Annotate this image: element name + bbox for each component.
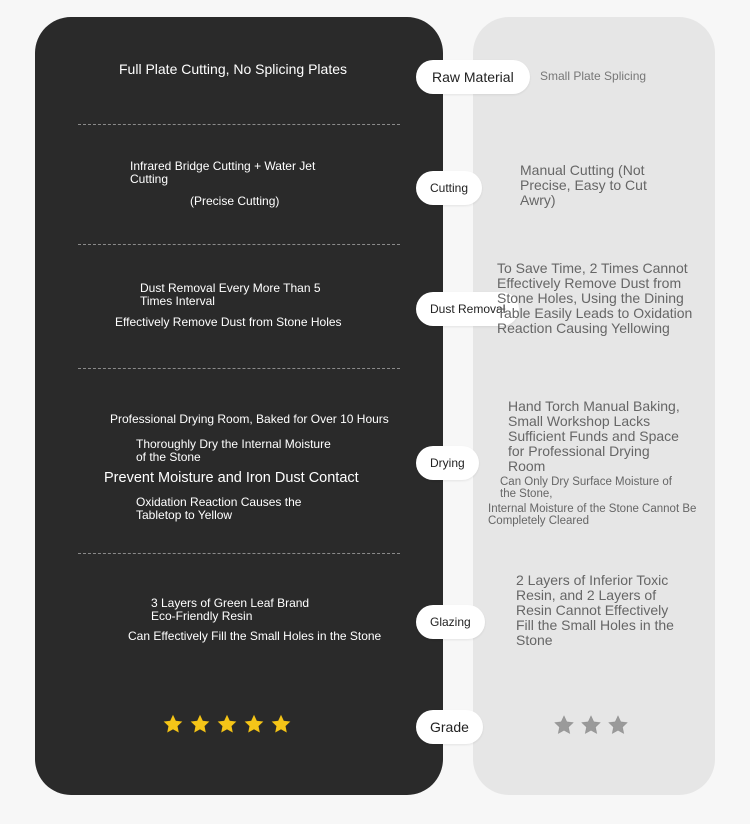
star-icon (553, 714, 575, 736)
drying-theirs-1: Hand Torch Manual Baking, Small Workshop Lacks Sufficient Funds and Space for Professional Drying Room (508, 398, 680, 475)
drying-theirs-2: Can Only Dry Surface Moisture of the Stone, (500, 476, 672, 501)
star-icon (607, 714, 629, 736)
glazing-ours-note: Can Effectively Fill the Small Holes in the Stone (128, 629, 382, 643)
row-divider (78, 244, 400, 245)
star-icon (243, 713, 265, 735)
star-icon (216, 713, 238, 735)
drying-ours-2: Thoroughly Dry the Internal Moisture of the Stone (136, 437, 331, 464)
drying-theirs-3: Internal Moisture of the Stone Cannot Be Completely Cleared (488, 503, 697, 528)
dust-theirs: To Save Time, 2 Times Cannot Effectively Remove Dust from Stone Holes, Using the Dining Table Easily Leads to Oxidation Reaction Causing Yellowing (497, 260, 693, 337)
dust-ours-note: Effectively Remove Dust from Stone Holes (115, 315, 342, 329)
raw-material-ours: Full Plate Cutting, No Splicing Plates (119, 61, 347, 77)
glazing-label: Glazing (416, 605, 485, 639)
grade-theirs-stars (553, 714, 629, 736)
row-divider (78, 124, 400, 125)
glazing-ours-main: 3 Layers of Green Leaf Brand Eco-Friendly Resin (151, 596, 310, 623)
star-icon (580, 714, 602, 736)
glazing-theirs: 2 Layers of Inferior Toxic Resin, and 2 Layers of Resin Cannot Effectively Fill the Small Holes in the Stone (516, 572, 674, 649)
grade-label: Grade (416, 710, 483, 744)
drying-ours-1: Professional Drying Room, Baked for Over 10 Hours (110, 412, 389, 426)
row-divider (78, 553, 400, 554)
star-icon (270, 713, 292, 735)
dust-removal-label: Dust Removal (416, 292, 519, 326)
star-icon (189, 713, 211, 735)
raw-material-label: Raw Material (416, 60, 530, 94)
our-product-panel (35, 17, 443, 795)
cutting-theirs: Manual Cutting (Not Precise, Easy to Cut Awry) (520, 162, 647, 209)
cutting-ours-note: (Precise Cutting) (190, 194, 280, 208)
grade-ours-stars (162, 713, 292, 735)
row-divider (78, 368, 400, 369)
drying-ours-4: Oxidation Reaction Causes the Tabletop to Yellow (136, 495, 302, 522)
dust-ours-main: Dust Removal Every More Than 5 Times Interval (140, 281, 321, 308)
cutting-ours-main: Infrared Bridge Cutting + Water Jet Cutting (130, 159, 316, 186)
cutting-label: Cutting (416, 171, 482, 205)
drying-ours-3: Prevent Moisture and Iron Dust Contact (104, 470, 359, 486)
raw-material-theirs: Small Plate Splicing (540, 69, 647, 83)
drying-label: Drying (416, 446, 479, 480)
star-icon (162, 713, 184, 735)
